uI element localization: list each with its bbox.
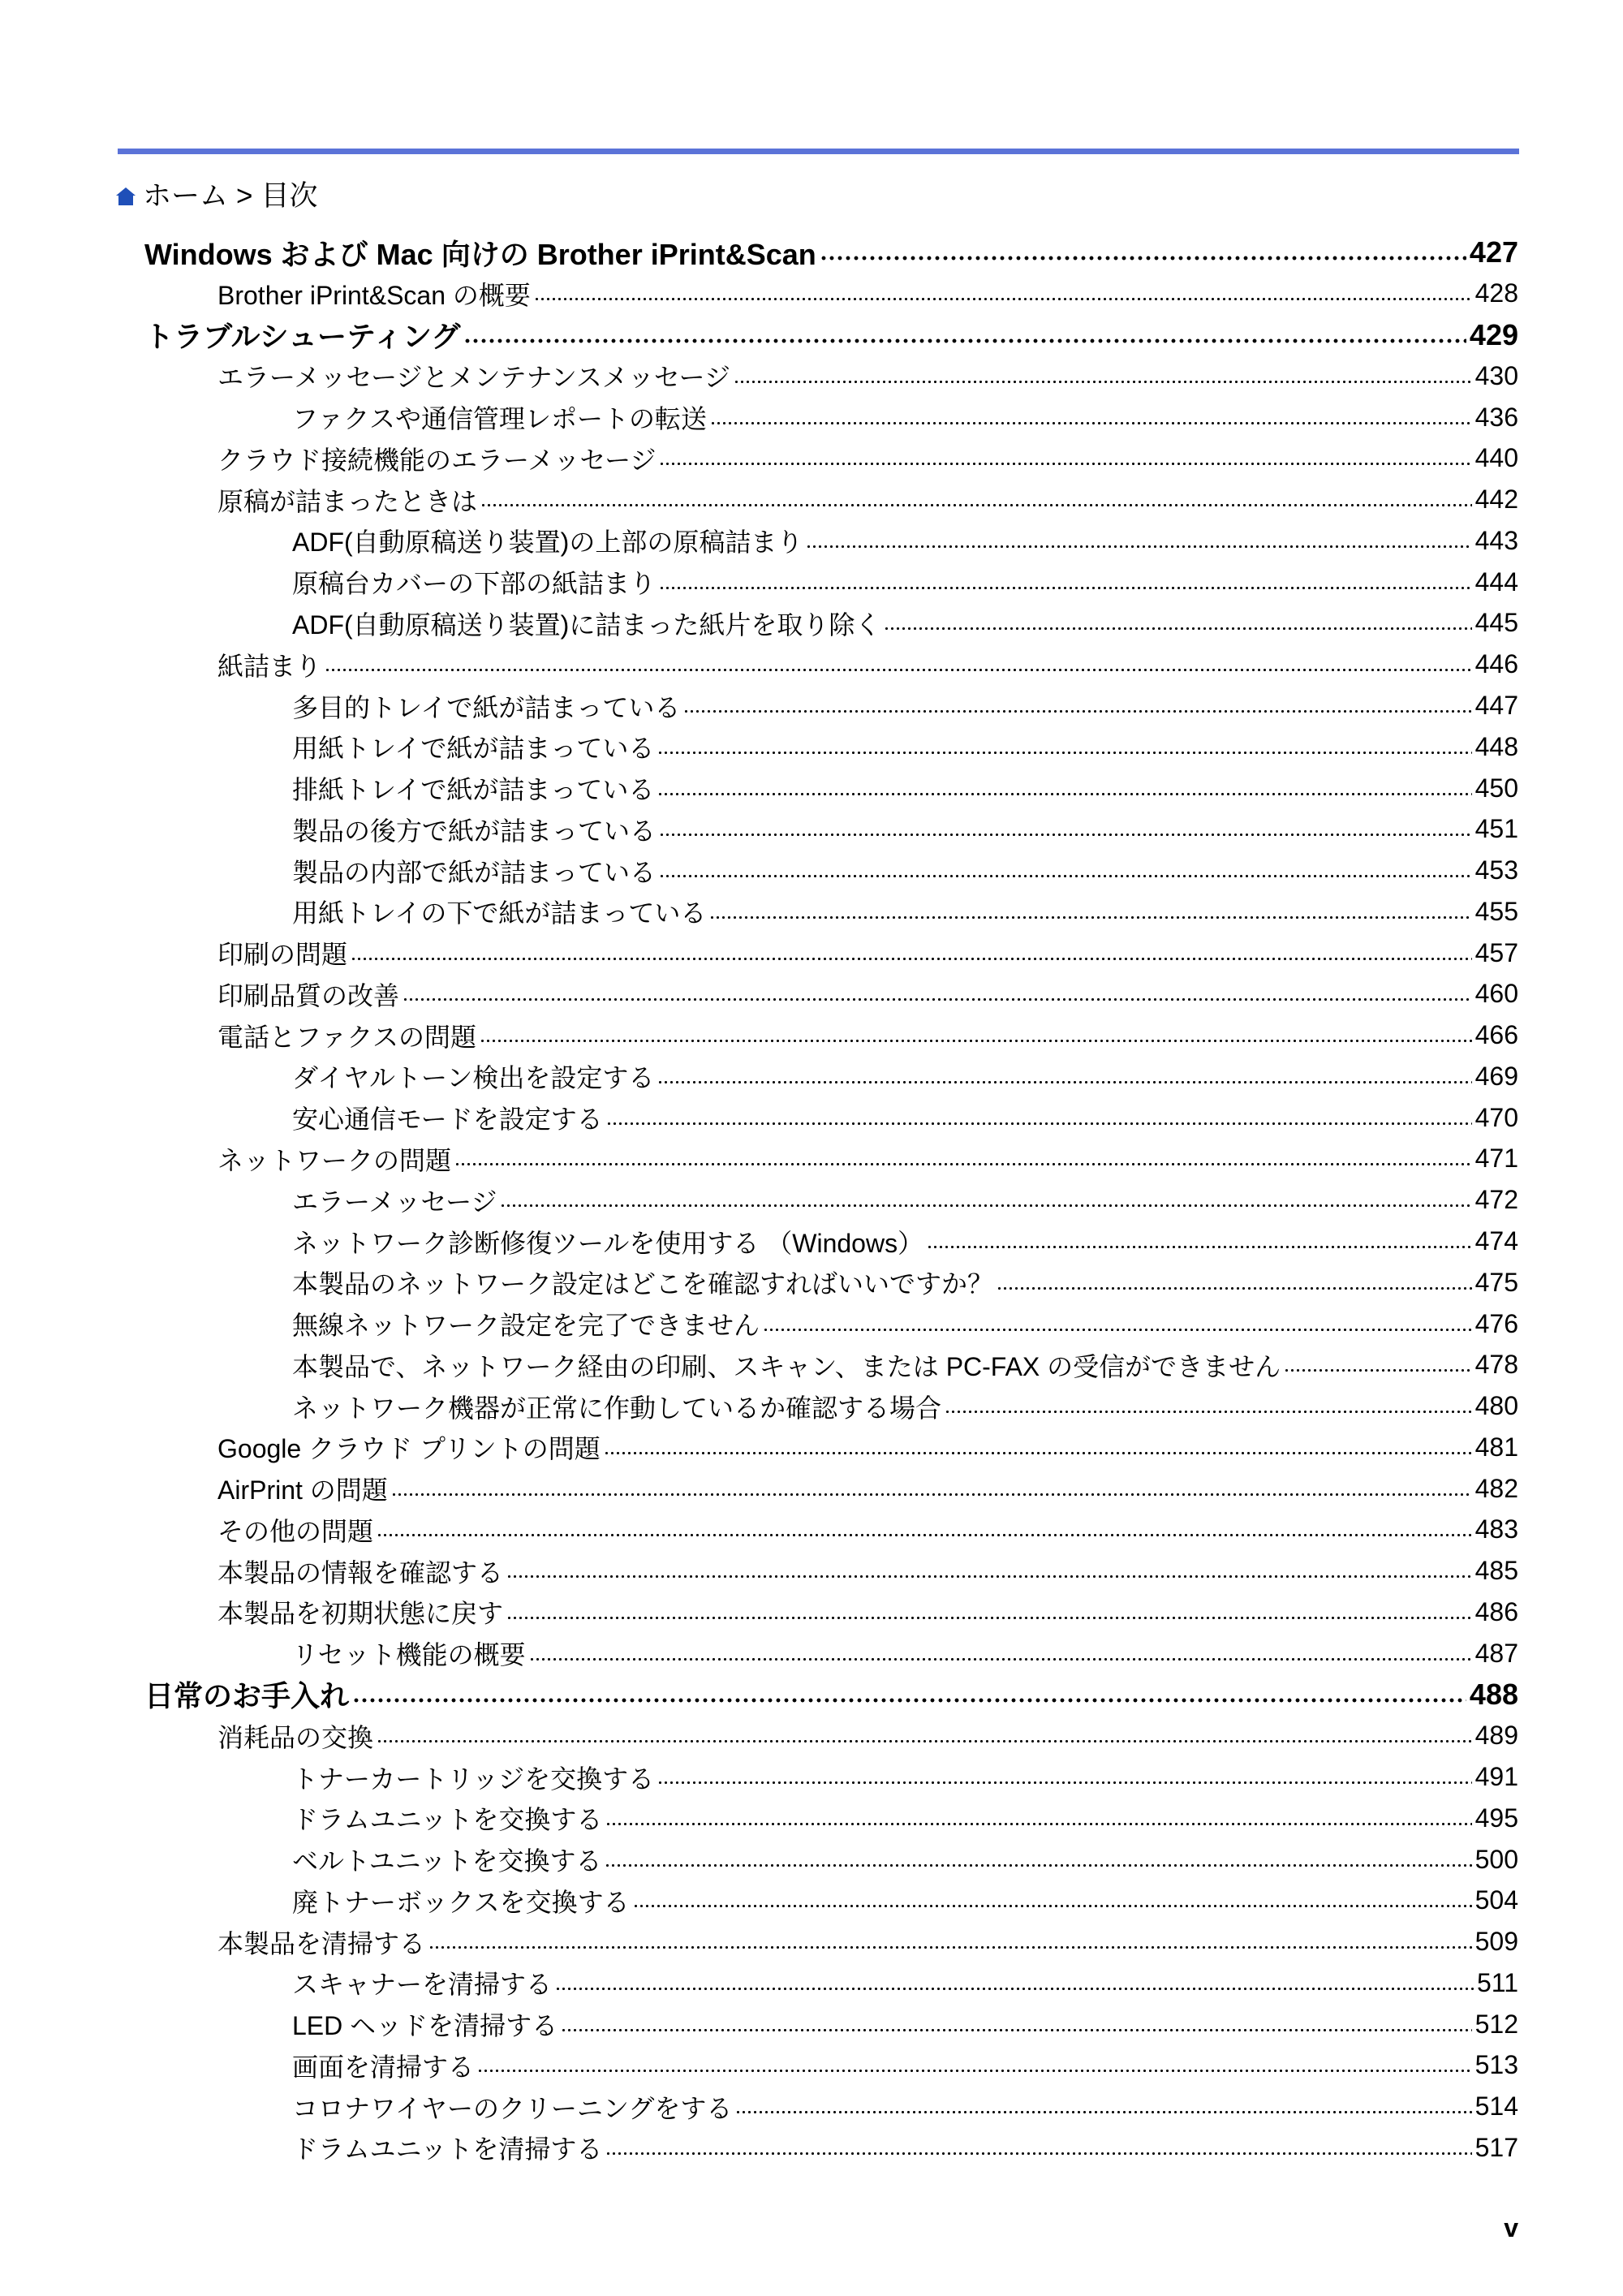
toc-entry-page: 500 xyxy=(1474,1844,1518,1874)
toc-entry[interactable] xyxy=(217,1139,1518,1179)
toc-entry[interactable] xyxy=(217,1922,1518,1962)
toc-entry-title: 印刷品質の改善 xyxy=(217,980,400,1010)
toc-dot-leader xyxy=(735,2094,1471,2120)
toc-entry[interactable] xyxy=(292,726,1518,767)
toc-entry[interactable] xyxy=(292,2004,1518,2044)
toc-dot-leader xyxy=(820,238,1466,267)
toc-entry-title: 日常のお手入れ xyxy=(144,1679,350,1713)
toc-entry-page: 447 xyxy=(1474,691,1518,720)
toc-entry[interactable] xyxy=(217,933,1518,973)
toc-dot-leader xyxy=(659,446,1471,472)
toc-dot-leader xyxy=(659,858,1472,884)
toc-entry[interactable] xyxy=(217,1468,1518,1509)
toc-entry-title: 用紙トレイの下で紙が詰まっている xyxy=(292,898,707,928)
toc-entry[interactable] xyxy=(217,1592,1518,1632)
toc-entry-page: 448 xyxy=(1474,731,1518,761)
toc-entry[interactable] xyxy=(292,1221,1518,1262)
toc-entry[interactable] xyxy=(292,1386,1518,1427)
toc-entry-page: 472 xyxy=(1474,1185,1518,1215)
toc-dot-leader xyxy=(1284,1352,1471,1378)
toc-dot-leader xyxy=(657,775,1471,801)
toc-entry-page: 428 xyxy=(1474,278,1518,308)
toc-entry-title: 消耗品の交換 xyxy=(217,1722,374,1752)
toc-entry[interactable] xyxy=(292,2087,1518,2127)
toc-entry[interactable] xyxy=(292,1345,1518,1385)
toc-entry-title: AirPrint の問題 xyxy=(217,1475,388,1506)
toc-entry-title: 製品の内部で紙が詰まっている xyxy=(292,857,657,887)
toc-entry[interactable] xyxy=(292,397,1518,437)
toc-entry-title: 原稿が詰まったときは xyxy=(217,486,478,516)
toc-entry[interactable] xyxy=(144,1674,1518,1715)
toc-entry-title: 本製品の情報を確認する xyxy=(217,1557,504,1587)
toc-entry-title: エラーメッセージ xyxy=(292,1187,497,1217)
toc-entry-title: ネットワーク機器が正常に作動しているか確認する場合 xyxy=(292,1393,942,1423)
toc-entry[interactable] xyxy=(292,1180,1518,1221)
toc-entry-title: コロナワイヤーのクリーニングをする xyxy=(292,2093,733,2123)
toc-dot-leader xyxy=(659,569,1472,595)
toc-entry[interactable] xyxy=(292,809,1518,850)
toc-dot-leader xyxy=(391,1475,1472,1501)
toc-entry[interactable] xyxy=(217,1427,1518,1467)
toc-dot-leader xyxy=(352,1680,1466,1709)
toc-entry-page: 446 xyxy=(1474,649,1518,679)
toc-dot-leader xyxy=(734,363,1472,389)
toc-entry[interactable] xyxy=(292,520,1518,561)
toc-entry-page: 427 xyxy=(1469,235,1518,269)
toc-entry-page: 440 xyxy=(1474,443,1518,473)
toc-entry[interactable] xyxy=(144,315,1518,355)
toc-entry-page: 511 xyxy=(1476,1967,1518,1997)
toc-entry-page: 455 xyxy=(1474,896,1518,926)
toc-entry-page: 444 xyxy=(1474,566,1518,597)
toc-entry-title: 本製品を初期状態に戻す xyxy=(217,1599,504,1629)
toc-entry-page: 509 xyxy=(1474,1927,1518,1957)
toc-entry-page: 443 xyxy=(1474,525,1518,555)
toc-entry[interactable] xyxy=(292,1056,1518,1096)
toc-dot-leader xyxy=(506,1558,1472,1584)
toc-entry[interactable] xyxy=(292,891,1518,932)
toc-dot-leader xyxy=(325,652,1472,678)
toc-entry-page: 451 xyxy=(1474,814,1518,844)
toc-entry[interactable] xyxy=(292,2127,1518,2168)
toc-dot-leader xyxy=(806,528,1471,554)
toc-entry[interactable] xyxy=(292,1757,1518,1798)
toc-entry[interactable] xyxy=(292,2045,1518,2086)
toc-entry-page: 430 xyxy=(1474,360,1518,390)
toc-entry-title: ドラムユニットを交換する xyxy=(292,1805,603,1835)
toc-entry-title: ダイヤルトーン検出を設定する xyxy=(292,1063,655,1093)
toc-entry[interactable] xyxy=(217,480,1518,520)
toc-dot-leader xyxy=(763,1311,1472,1337)
toc-entry[interactable] xyxy=(292,1303,1518,1344)
toc-entry-page: 453 xyxy=(1474,855,1518,885)
toc-entry[interactable] xyxy=(217,644,1518,685)
toc-entry-title: 電話とファクスの問題 xyxy=(217,1022,477,1052)
breadcrumb-separator: > xyxy=(236,180,253,212)
toc-entry[interactable] xyxy=(292,1262,1518,1303)
toc-entry[interactable] xyxy=(292,1097,1518,1138)
toc-dot-leader xyxy=(657,1764,1472,1790)
toc-entry[interactable] xyxy=(292,1633,1518,1674)
toc-entry-title: クラウド接続機能のエラーメッセージ xyxy=(217,445,657,475)
toc-entry-title: Brother iPrint&Scan の概要 xyxy=(217,280,531,310)
toc-dot-leader xyxy=(480,487,1472,513)
toc-entry-title: 廃トナーボックスを交換する xyxy=(292,1887,630,1917)
toc-entry-title: ADF(自動原稿送り装置)に詰まった紙片を取り除く xyxy=(292,610,881,640)
toc-dot-leader xyxy=(709,898,1471,924)
toc-entry-title: 本製品で、ネットワーク経由の印刷、スキャン、または PC-FAX の受信ができません xyxy=(292,1351,1281,1381)
toc-entry[interactable] xyxy=(292,603,1518,644)
toc-entry-title: ファクスや通信管理レポートの転送 xyxy=(292,404,708,434)
toc-dot-leader xyxy=(945,1394,1472,1419)
toc-dot-leader xyxy=(927,1229,1472,1255)
toc-entry-page: 457 xyxy=(1474,937,1518,967)
toc-entry[interactable] xyxy=(292,1839,1518,1880)
toc-entry[interactable] xyxy=(292,1880,1518,1921)
toc-entry-page: 442 xyxy=(1474,485,1518,515)
toc-entry-title: 印刷の問題 xyxy=(217,940,348,970)
toc-entry-page: 504 xyxy=(1474,1885,1518,1915)
toc-entry-title: Windows および Mac 向けの Brother iPrint&Scan xyxy=(144,237,816,271)
toc-entry-page: 450 xyxy=(1474,773,1518,803)
toc-dot-leader xyxy=(534,281,1472,307)
toc-entry-title: 安心通信モードを設定する xyxy=(292,1105,603,1135)
toc-entry-page: 474 xyxy=(1474,1226,1518,1256)
toc-entry[interactable] xyxy=(217,355,1518,396)
toc-entry-title: ベルトユニットを交換する xyxy=(292,1846,602,1876)
toc-entry-page: 460 xyxy=(1474,979,1518,1009)
toc-entry-page: 429 xyxy=(1469,317,1518,351)
toc-dot-leader xyxy=(377,1723,1472,1749)
toc-dot-leader xyxy=(477,2053,1472,2078)
toc-dot-leader xyxy=(605,1805,1471,1831)
toc-dot-leader xyxy=(555,1970,1474,1996)
toc-entry-page: 489 xyxy=(1474,1721,1518,1751)
toc-entry-page: 517 xyxy=(1474,2132,1518,2162)
toc-dot-leader xyxy=(463,321,1466,350)
toc-entry-page: 514 xyxy=(1474,2091,1518,2122)
toc-dot-leader xyxy=(428,1929,1472,1955)
toc-entry-page: 485 xyxy=(1474,1556,1518,1586)
toc-entry-title: エラーメッセージとメンテナンスメッセージ xyxy=(217,363,731,393)
toc-entry-page: 513 xyxy=(1474,2050,1518,2080)
toc-dot-leader xyxy=(606,1105,1472,1131)
toc-entry-title: ネットワーク診断修復ツールを使用する （Windows） xyxy=(292,1228,924,1258)
toc-entry-page: 512 xyxy=(1474,2009,1518,2039)
toc-dot-leader xyxy=(506,1599,1472,1625)
toc-entry-title: 本製品のネットワーク設定はどこを確認すればいいですか？ xyxy=(292,1269,994,1299)
toc-entry-title: 用紙トレイで紙が詰まっている xyxy=(292,734,655,764)
toc-entry[interactable] xyxy=(292,851,1518,891)
toc-dot-leader xyxy=(657,1063,1471,1089)
toc-entry-page: 488 xyxy=(1469,1677,1518,1711)
toc-entry[interactable] xyxy=(217,438,1518,479)
toc-entry-title: ドラムユニットを清掃する xyxy=(292,2134,603,2165)
toc-dot-leader xyxy=(377,1517,1472,1543)
breadcrumb-current: 目次 xyxy=(260,180,318,212)
toc-entry[interactable] xyxy=(292,1798,1518,1838)
toc-entry[interactable] xyxy=(292,768,1518,808)
toc-entry-page: 478 xyxy=(1474,1350,1518,1380)
toc-entry-title: その他の問題 xyxy=(217,1516,374,1546)
toc-entry-title: 製品の後方で紙が詰まっている xyxy=(292,816,657,846)
toc-entry-page: 469 xyxy=(1474,1061,1518,1091)
toc-entry-title: リセット機能の概要 xyxy=(292,1640,526,1670)
toc-entry-page: 482 xyxy=(1474,1473,1518,1503)
toc-entry[interactable] xyxy=(217,974,1518,1014)
toc-dot-leader xyxy=(605,1846,1471,1872)
toc-entry[interactable] xyxy=(217,274,1518,314)
toc-dot-leader xyxy=(403,981,1472,1007)
toc-dot-leader xyxy=(454,1146,1472,1172)
toc-entry-title: スキャナーを清掃する xyxy=(292,1970,553,2000)
toc-entry-title: ADF(自動原稿送り装置)の上部の原稿詰まり xyxy=(292,528,803,558)
toc-dot-leader xyxy=(500,1187,1471,1213)
toc-entry[interactable] xyxy=(217,1551,1518,1592)
breadcrumb-home-link[interactable]: ホーム xyxy=(143,180,229,212)
toc-entry-page: 445 xyxy=(1474,608,1518,638)
toc-dot-leader xyxy=(659,816,1472,842)
toc-entry-page: 471 xyxy=(1474,1144,1518,1174)
toc-entry-title: トラブルシューティング xyxy=(144,320,461,353)
toc-entry-page: 470 xyxy=(1474,1102,1518,1132)
toc-entry-title: ネットワークの問題 xyxy=(217,1145,452,1175)
toc-entry-title: 排紙トレイで紙が詰まっている xyxy=(292,775,655,804)
toc-dot-leader xyxy=(605,2134,1471,2160)
toc-dot-leader xyxy=(657,734,1471,760)
toc-entry-title: 紙詰まり xyxy=(217,651,322,681)
page-number: v xyxy=(1504,2213,1518,2242)
toc-dot-leader xyxy=(710,404,1472,430)
toc-entry-title: 原稿台カバーの下部の紙詰まり xyxy=(292,569,657,599)
toc-entry-title: LED ヘッドを清掃する xyxy=(292,2011,558,2041)
toc-entry-page: 466 xyxy=(1474,1020,1518,1050)
toc-entry-page: 481 xyxy=(1474,1432,1518,1462)
toc-entry[interactable] xyxy=(292,1962,1518,2003)
toc-entry[interactable] xyxy=(217,1510,1518,1550)
toc-entry-title: 多目的トレイで紙が詰まっている xyxy=(292,692,681,722)
toc-entry-page: 476 xyxy=(1474,1308,1518,1338)
toc-dot-leader xyxy=(529,1640,1472,1666)
toc-entry[interactable] xyxy=(217,1015,1518,1056)
toc-entry-page: 436 xyxy=(1474,402,1518,432)
toc-entry-page: 480 xyxy=(1474,1391,1518,1421)
toc-entry-page: 475 xyxy=(1474,1267,1518,1297)
toc-entry-page: 495 xyxy=(1474,1803,1518,1833)
toc-entry-title: 無線ネットワーク設定を完了できません xyxy=(292,1311,760,1340)
toc-dot-leader xyxy=(633,1888,1472,1914)
toc-dot-leader xyxy=(683,693,1471,719)
toc-entry-title: トナーカートリッジを交換する xyxy=(292,1764,655,1794)
toc-entry[interactable] xyxy=(292,562,1518,602)
toc-entry-title: Google クラウド プリントの問題 xyxy=(217,1434,601,1464)
toc-entry-title: 画面を清掃する xyxy=(292,2052,475,2082)
toc-dot-leader xyxy=(884,610,1471,636)
toc-dot-leader xyxy=(604,1434,1472,1460)
toc-entry[interactable] xyxy=(217,1716,1518,1756)
toc-dot-leader xyxy=(480,1023,1472,1049)
toc-entry-page: 487 xyxy=(1474,1638,1518,1668)
toc-entry-page: 483 xyxy=(1474,1514,1518,1544)
toc-entry-page: 491 xyxy=(1474,1762,1518,1791)
toc-entry[interactable] xyxy=(144,232,1518,273)
toc-entry-page: 486 xyxy=(1474,1596,1518,1626)
toc-dot-leader xyxy=(997,1269,1472,1295)
toc-entry-title: 本製品を清掃する xyxy=(217,1928,426,1958)
toc-dot-leader xyxy=(351,940,1472,966)
toc-dot-leader xyxy=(561,2011,1471,2037)
toc-entry[interactable] xyxy=(292,686,1518,726)
